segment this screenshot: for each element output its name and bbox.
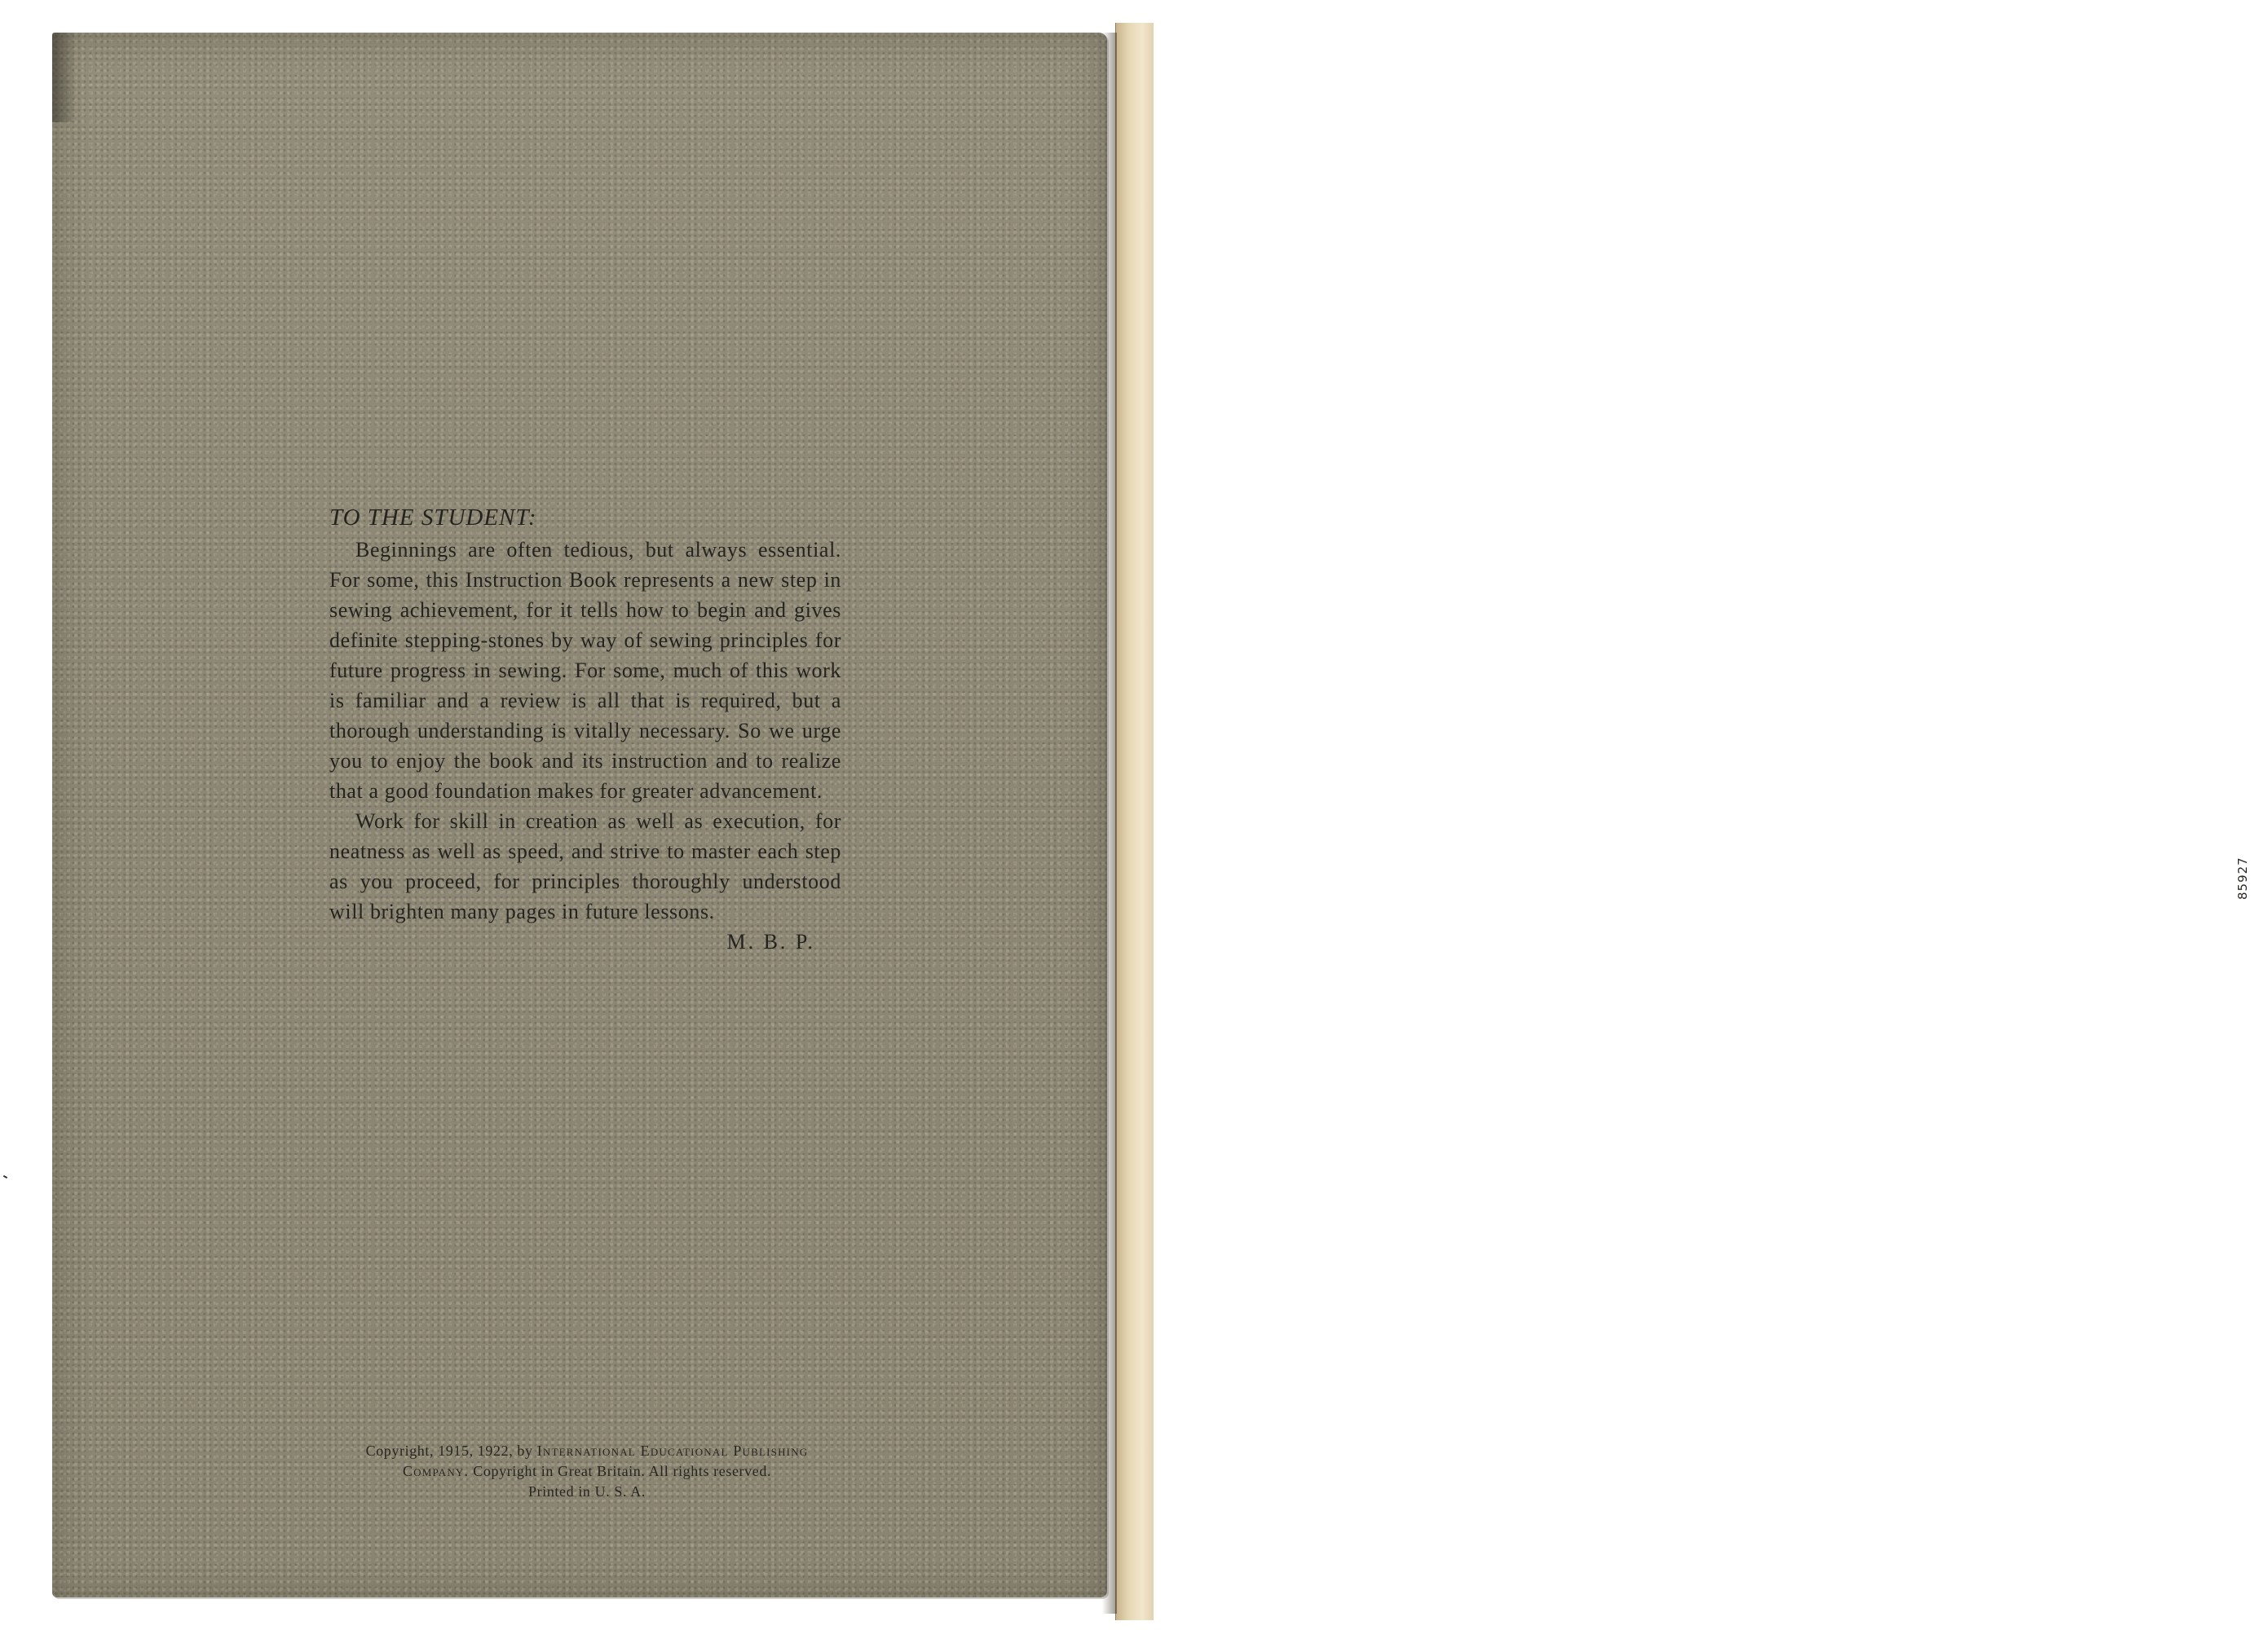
student-note [329,504,841,954]
copyright-notice [269,1441,905,1502]
side-page-number: 85927 [2235,857,2250,901]
copyright-years: Copyright, 1915, 1922, by [365,1443,537,1459]
note-paragraph-1: Beginnings are often tedious, but always essential. For some, this Instruction Book represents a new step in sewing achievement, for it tells how to begin and gives definite stepping-stones by way of sewing principles for future progress in sewing. For some, much of this work is familiar and a review is all that is required, but a thorough understanding is vitally necessary. So we urge you to enjoy the book and its instruction and to realize that a good foundation makes for greater advancement. [329,538,841,803]
publisher-name-cont: Company. [402,1463,470,1479]
note-signature: M. B. P. [726,930,815,954]
copyright-line-2 [269,1461,905,1482]
publisher-name: International Educational Publishing [536,1443,809,1459]
copyright-line-1 [269,1441,905,1461]
spine-shadow [1102,33,1117,1614]
copyright-line-3: Printed in U. S. A. [528,1483,646,1500]
copyright-rights: Copyright in Great Britain. All rights reserved. [469,1463,772,1479]
adjacent-page-edge [1115,23,2250,1620]
note-paragraph-2: Work for skill in creation as well as execution, for neatness as well as speed, and strive to master each step as you proceed, for principles thoroughly understood will brighten many pages in future lessons. [329,809,841,923]
cover-corner-wear [52,33,77,122]
note-heading: TO THE STUDENT: [329,504,537,531]
scan-mark [3,1175,7,1178]
